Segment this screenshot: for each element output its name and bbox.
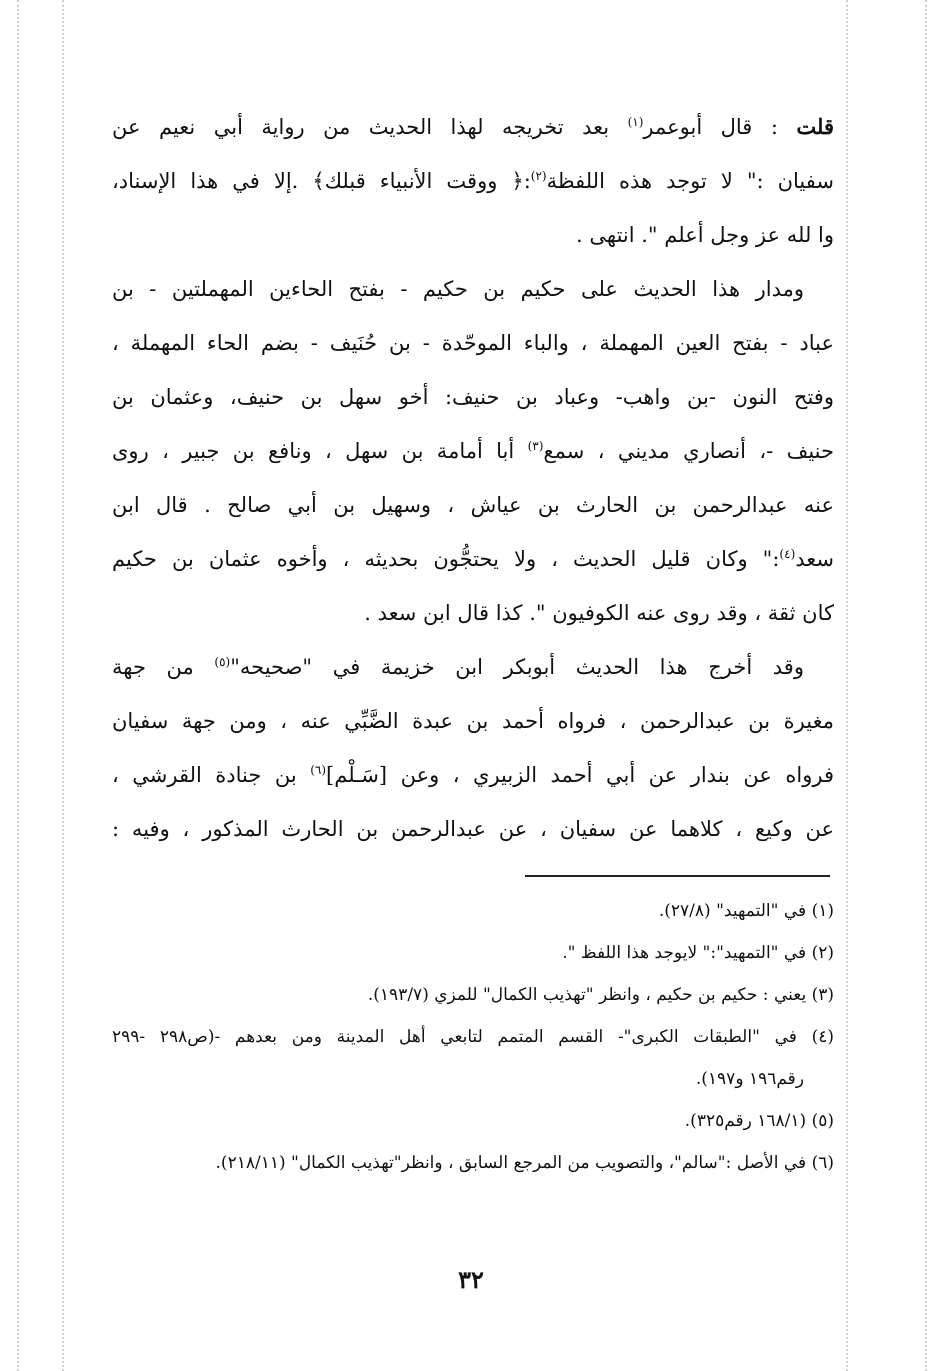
line-rest: بعد تخريجه لهذا الحديث من رواية أبي نعيم عن xyxy=(112,115,628,139)
line-text: عباد - بفتح العين المهملة ، والباء الموحّدة - بن حُنَيف - بضم الحاء المهملة ، xyxy=(112,331,834,355)
line-text: عنه عبدالرحمن بن الحارث بن عياش ، وسهيل بن أبي صالح . قال ابن xyxy=(112,493,834,517)
line-rest: من جهة xyxy=(112,655,215,679)
footnote: (٤) في "الطبقات الكبرى"- القسم المتمم لتابعي أهل المدينة ومن بعدهم -(ص٢٩٨ -٢٩٩ xyxy=(112,1027,834,1047)
line-text: ومدار هذا الحديث على حكيم بن حكيم - بفتح الحاءين المهملتين - بن xyxy=(112,277,804,301)
text-line xyxy=(112,640,834,694)
text-line xyxy=(112,424,834,478)
scan-margin-dots xyxy=(925,0,927,1371)
text-line xyxy=(112,316,834,370)
footnote-ref: (٢) xyxy=(530,169,547,183)
scan-margin-dots xyxy=(62,0,64,1371)
line-text: وفتح النون -بن واهب- وعباد بن حنيف: أخو سهل بن حنيف، وعثمان بن xyxy=(112,385,834,409)
line-rest: بن جنادة القرشي ، xyxy=(112,763,311,787)
footnote: (٣) يعني : حكيم بن حكيم ، وانظر "تهذيب الكمال" للمزي (١٩٣/٧). xyxy=(367,985,834,1005)
footnote-ref: (٥) xyxy=(214,655,231,669)
line-text: وقد أخرج هذا الحديث أبوبكر ابن خزيمة في "صحيحه" xyxy=(230,655,804,679)
footnotes xyxy=(112,890,834,1184)
footnote-ref: (٣) xyxy=(527,439,544,453)
line-text: عن وكيع ، كلاهما عن سفيان ، عن عبدالرحمن بن الحارث المذكور ، وفيه : xyxy=(112,817,834,841)
scan-margin-dots xyxy=(17,0,19,1371)
page-number: ٣٢ xyxy=(458,1265,484,1294)
footnote: (٢) في "التمهيد":" لايوجد هذا اللفظ ". xyxy=(562,943,834,963)
text-line xyxy=(112,586,834,640)
text-line xyxy=(112,478,834,532)
line-rest: :﴿ ووقت الأنبياء قبلك﴾ .إلا في هذا الإسناد، xyxy=(112,169,531,193)
text-line xyxy=(112,532,834,586)
line-text: وا لله عز وجل أعلم ". انتهى . xyxy=(576,223,834,247)
text-line xyxy=(112,748,834,802)
footnote: (١) في "التمهيد" (٢٧/٨). xyxy=(658,901,834,921)
text-line xyxy=(112,100,834,154)
text-line xyxy=(112,370,834,424)
main-text xyxy=(112,100,834,856)
line-text: سعد xyxy=(795,547,834,571)
scan-margin-dots xyxy=(846,0,848,1371)
line-lead: قلت xyxy=(796,114,834,139)
text-line xyxy=(112,694,834,748)
line-text: حنيف -، أنصاري مديني ، سمع xyxy=(543,439,834,463)
footnote: (٥) (١٦٨/١ رقم٣٢٥). xyxy=(684,1111,834,1131)
footnote-ref: (١) xyxy=(627,115,644,129)
line-text: : قال أبوعمر xyxy=(643,115,778,139)
line-rest: أبا أمامة بن سهل ، ونافع بن جبير ، روى xyxy=(112,439,528,463)
text-line xyxy=(112,802,834,856)
text-line xyxy=(112,154,834,208)
line-text: فرواه عن بندار عن أبي أحمد الزبيري ، وعن [سَـلْم] xyxy=(326,763,834,787)
line-text: كان ثقة ، وقد روى عنه الكوفيون ". كذا قال ابن سعد . xyxy=(364,601,834,625)
footnote-ref: (٦) xyxy=(310,763,327,777)
line-text: مغيرة بن عبدالرحمن ، فرواه أحمد بن عبدة الضَّبِّي عنه ، ومن جهة سفيان xyxy=(112,709,834,733)
footnote-ref: (٤) xyxy=(779,547,796,561)
line-rest: :" وكان قليل الحديث ، ولا يحتجُّون بحديثه ، وأخوه عثمان بن حكيم xyxy=(112,547,780,571)
footnote-separator xyxy=(525,875,830,877)
text-line xyxy=(112,208,834,262)
line-text: سفيان :" لا توجد هذه اللفظة xyxy=(546,169,834,193)
footnote-continuation: رقم١٩٦ و١٩٧). xyxy=(695,1069,804,1089)
footnote: (٦) في الأصل :"سالم"، والتصويب من المرجع السابق ، وانظر"تهذيب الكمال" (٢١٨/١١). xyxy=(215,1153,834,1173)
text-line xyxy=(112,262,834,316)
